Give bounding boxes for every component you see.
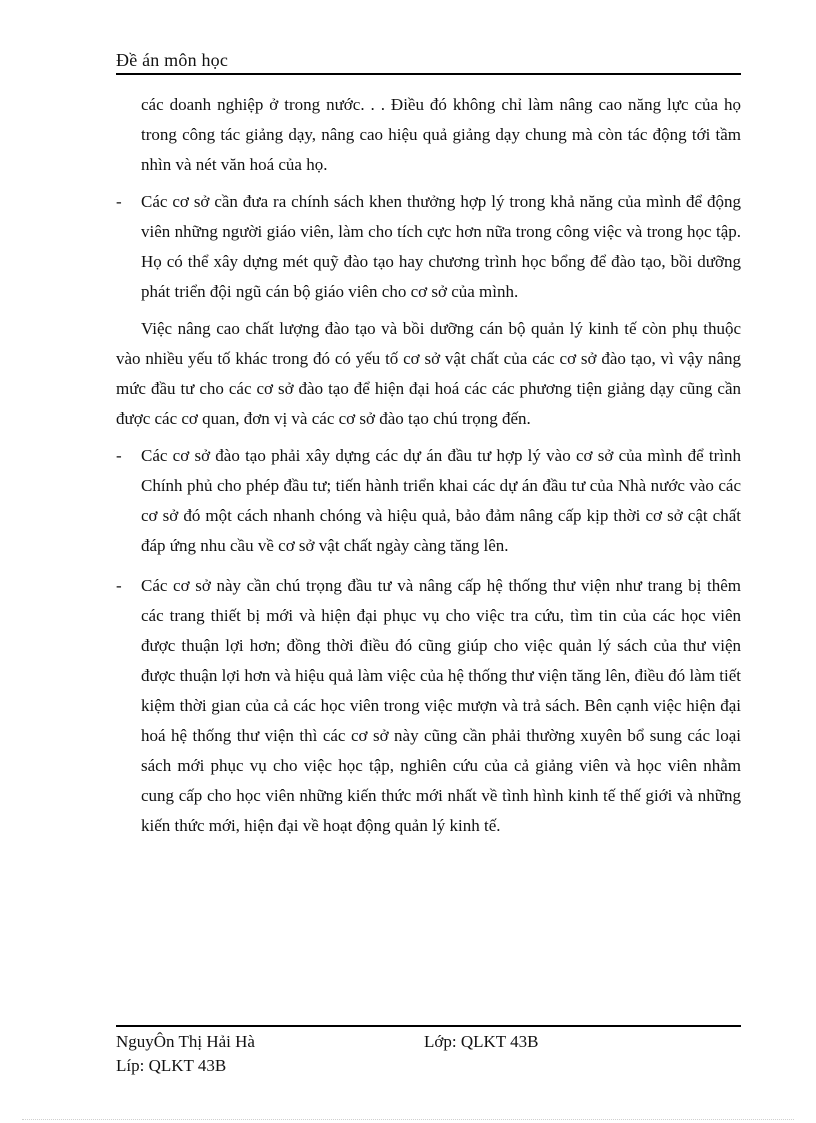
body-paragraph-1: Việc nâng cao chất lượng đào tạo và bồi dưỡng cán bộ quản lý kinh tế còn phụ thuộc vào nhiều yếu tố khác trong đó có yếu tố cơ sở vật chất của các cơ sở đào tạo, vì vậy nâng mức đầu tư cho các cơ sở đào tạo để hiện đại hoá các các phương tiện giảng dạy cũng cần được các cơ quan, đơn vị và các cơ sở đào tạo chú trọng đến. <box>116 319 741 428</box>
bullet-item-1-text: Các cơ sở cần đưa ra chính sách khen thưởng hợp lý trong khả năng của mình để động viên những người giáo viên, làm cho tích cực hơn nữa trong công việc và trong học tập. Họ có thể xây dựng mét quỹ đào tạo hay chương trình học bổng để đào tạo, bồi dưỡng phát triển đội ngũ cán bộ giáo viên cho cơ sở của mình. <box>141 192 741 301</box>
footer-class-left: Líp: QLKT 43B <box>116 1056 227 1075</box>
page-bottom-edge <box>22 1119 794 1120</box>
page-header-title: Đề án môn học <box>116 50 229 70</box>
bullet-dash: - <box>116 192 122 211</box>
footer-class-right: Lớp: QLKT 43B <box>424 1032 539 1051</box>
footer-divider <box>116 1025 741 1027</box>
bullet-dash: - <box>116 576 122 595</box>
continuation-paragraph: các doanh nghiệp ở trong nước. . . Điều đó không chỉ làm nâng cao năng lực của họ trong công tác giảng dạy, nâng cao hiệu quả giảng dạy chung mà còn tác động tới tầm nhìn và nét văn hoá của họ. <box>141 95 741 174</box>
bullet-item-3-text: Các cơ sở này cần chú trọng đầu tư và nâng cấp hệ thống thư viện như trang bị thêm các trang thiết bị mới và hiện đại phục vụ cho việc tra cứu, tìm tin của các học viên được thuận lợi hơn; đồng thời điều đó cũng giúp cho việc quản lý sách của thư viện được thuận lợi hơn và hiệu quả làm việc của hệ thống thư viện tăng lên, điều đó làm tiết kiệm thời gian của cả các học viên trong việc mượn và trả sách. Bên cạnh việc hiện đại hoá hệ thống thư viện thì các cơ sở này cũng cần phải thường xuyên bổ sung các loại sách mới phục vụ cho việc học tập, nghiên cứu của cả giảng viên và học viên nhằm cung cấp cho học viên những kiến thức mới nhất về tình hình kinh tế thế giới và những kiến thức mới, hiện đại về hoạt động quản lý kinh tế. <box>141 576 741 835</box>
document-body <box>116 90 741 841</box>
bullet-item-3 <box>116 571 741 841</box>
header-divider <box>116 73 741 75</box>
bullet-item-2-text: Các cơ sở đào tạo phải xây dựng các dự án đầu tư hợp lý vào cơ sở của mình để trình Chính phủ cho phép đầu tư; tiến hành triển khai các dự án đầu tư của Nhà nước vào các cơ sở đó một cách nhanh chóng và hiệu quả, bảo đảm nâng cấp kịp thời cơ sở cật chất đáp ứng nhu cầu về cơ sở vật chất ngày càng tăng lên. <box>141 446 741 555</box>
footer-author: NguyÔn Thị Hải Hà <box>116 1032 255 1051</box>
bullet-item-2 <box>116 441 741 561</box>
bullet-item-1 <box>116 187 741 307</box>
bullet-dash: - <box>116 446 122 465</box>
